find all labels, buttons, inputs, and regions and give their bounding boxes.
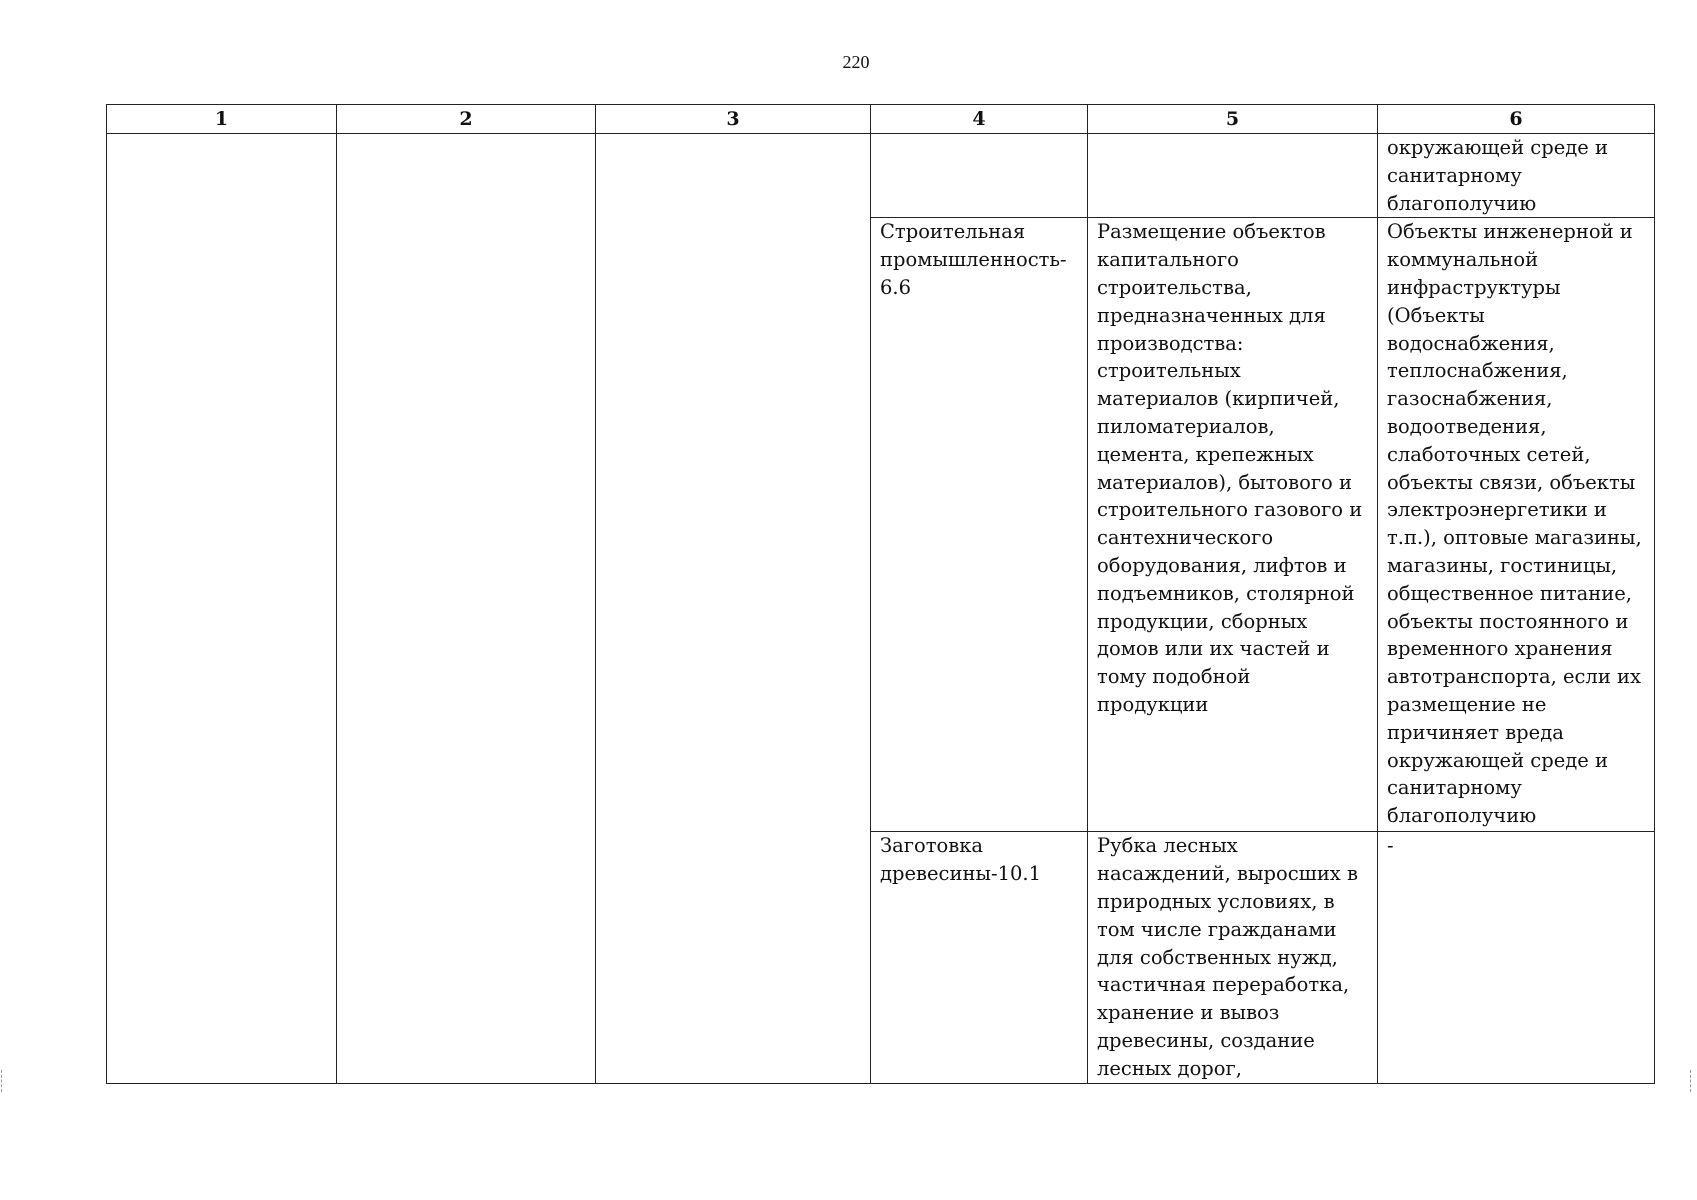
- column-header-3: 3: [596, 105, 871, 134]
- column-header-1: 1: [107, 105, 337, 134]
- table-row: [107, 134, 1655, 218]
- scan-edge-mark-right: [1690, 1070, 1695, 1092]
- column-header-4: 4: [871, 105, 1088, 134]
- cell-text: окружающей среде и санитарному благополучию: [1387, 136, 1608, 215]
- column-header-6: 6: [1378, 105, 1655, 134]
- land-use-table: [106, 104, 1655, 1084]
- scan-edge-mark-left: [1, 1070, 6, 1092]
- cell-col2: [337, 134, 596, 1084]
- cell-col6: [1378, 134, 1655, 218]
- cell-col3: [596, 134, 871, 1084]
- cell-text: Рубка лесных насаждений, выросших в природных условиях, в том числе гражданами для собственных нужд, частичная переработка, хранение и вывоз древесины, создание лесных дорог,: [1097, 834, 1358, 1080]
- column-header-5: 5: [1088, 105, 1378, 134]
- cell-text: -: [1387, 834, 1394, 858]
- cell-col4: [871, 134, 1088, 218]
- cell-text: Объекты инженерной и коммунальной инфраструктуры (Объекты водоснабжения, теплоснабжения, газоснабжения, водоотведения, слаботочных сетей, объекты связи, объекты электроэнергетики и т.п.), оптовые магазины, магазины, гостиницы, общественное питание, объекты постоянного и временного хранения автотранспорта, если их размещение не причиняет вреда окружающей среде и санитарному благополучию: [1387, 220, 1642, 828]
- cell-col1: [107, 134, 337, 1084]
- cell-col6: [1378, 218, 1655, 832]
- cell-col5: [1088, 218, 1378, 832]
- cell-text: Размещение объектов капитального строительства, предназначенных для производства: строительных материалов (кирпичей, пиломатериалов, цемента, крепежных материалов), бытового и строительного газового и сантехнического оборудования, лифтов и подъемников, столярной продукции, сборных домов или их частей и тому подобной продукции: [1097, 220, 1363, 716]
- cell-col6: [1378, 832, 1655, 1084]
- page-number: 220: [842, 52, 870, 72]
- table-header-row: [107, 105, 1655, 134]
- cell-col5: [1088, 832, 1378, 1084]
- cell-text: Строительная промышленность- 6.6: [880, 220, 1067, 299]
- cell-col4: [871, 832, 1088, 1084]
- cell-text: Заготовка древесины-10.1: [880, 834, 1041, 886]
- cell-col4: [871, 218, 1088, 832]
- column-header-2: 2: [337, 105, 596, 134]
- cell-col5: [1088, 134, 1378, 218]
